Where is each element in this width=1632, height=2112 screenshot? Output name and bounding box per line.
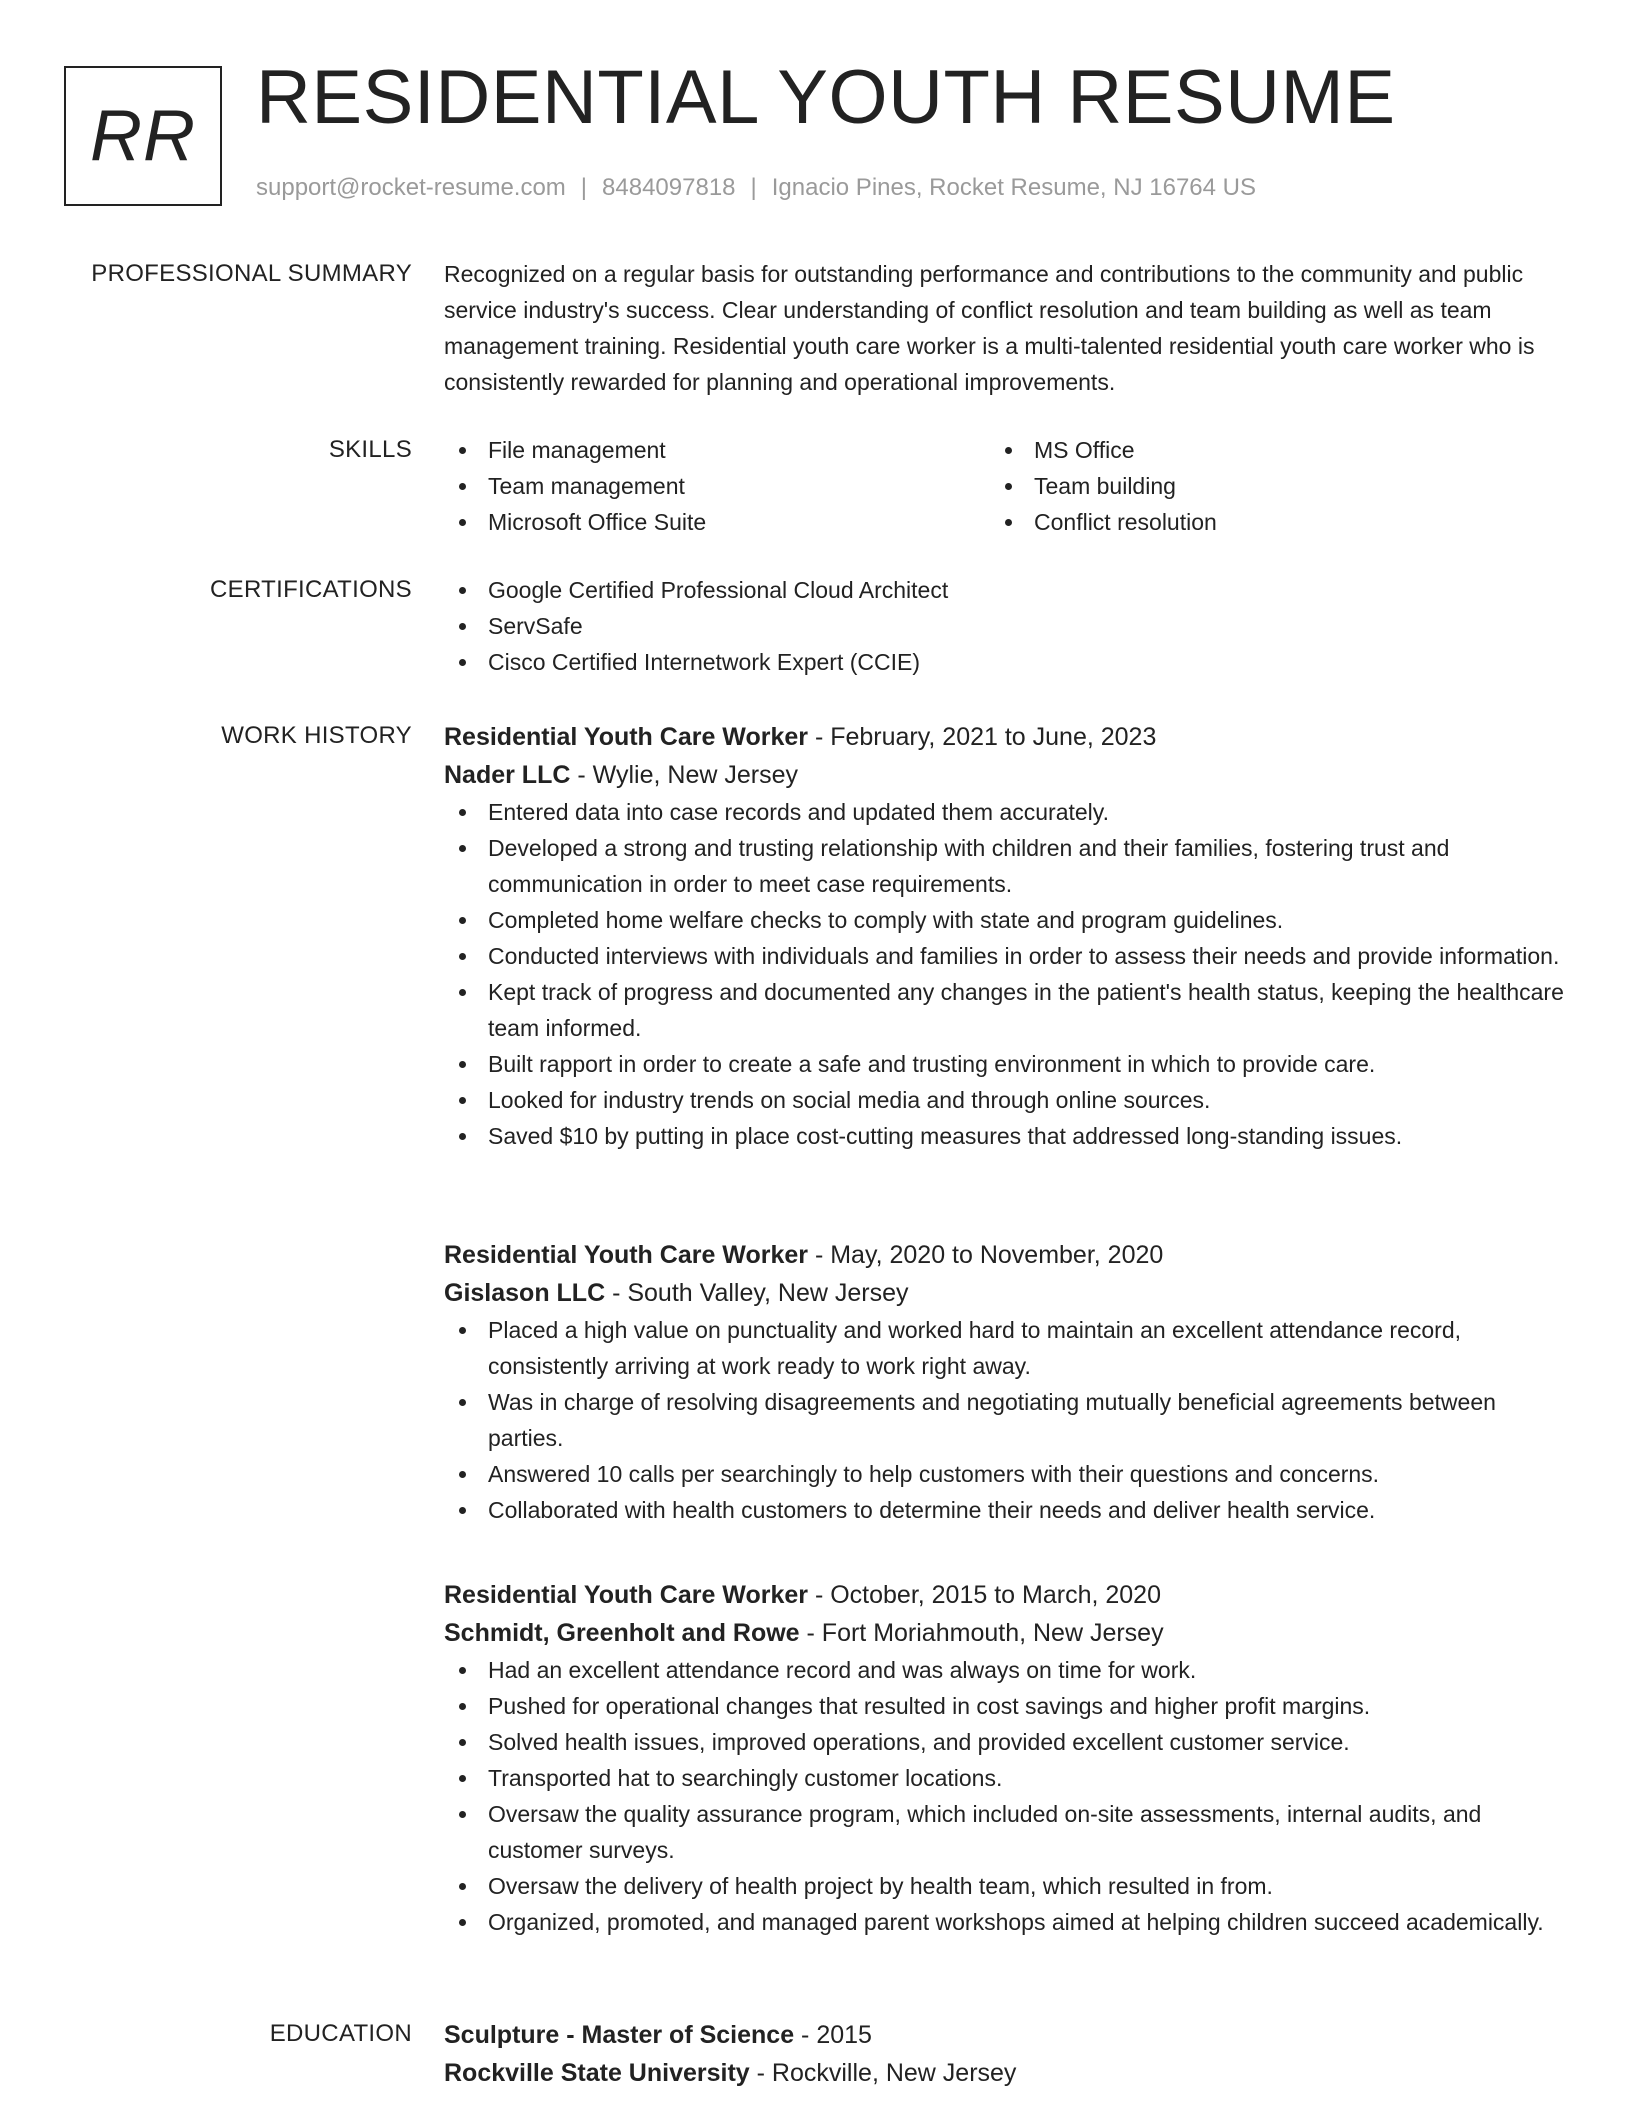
skills-list — [444, 432, 1564, 540]
job-location: - Wylie, New Jersey — [570, 761, 798, 789]
job-title-line — [444, 1236, 1564, 1274]
job-bullet: Developed a strong and trusting relationship with children and their families, fostering trust and communication in order to meet case requirements. — [444, 830, 1564, 902]
certification-item: ServSafe — [444, 608, 1564, 644]
contact-line — [256, 174, 1256, 202]
job-bullet: Transported hat to searchingly customer locations. — [444, 1760, 1564, 1796]
education-school-line — [444, 2054, 1564, 2092]
skill-item: Microsoft Office Suite — [444, 504, 990, 540]
section-label-work-history: WORK HISTORY — [221, 722, 412, 749]
skill-item: MS Office — [990, 432, 1536, 468]
job-bullet: Solved health issues, improved operations, and provided excellent customer service. — [444, 1724, 1564, 1760]
contact-email[interactable]: support@rocket-resume.com — [256, 174, 566, 201]
job-bullet: Had an excellent attendance record and was always on time for work. — [444, 1652, 1564, 1688]
job-company: Schmidt, Greenholt and Rowe — [444, 1619, 800, 1647]
job-bullet: Kept track of progress and documented any changes in the patient's health status, keeping the healthcare team informed. — [444, 974, 1564, 1046]
job-bullet: Organized, promoted, and managed parent workshops aimed at helping children succeed academically. — [444, 1904, 1564, 1940]
job-company-line — [444, 756, 1564, 794]
monogram-logo: RR — [64, 66, 222, 206]
job-entry — [444, 1236, 1564, 1528]
job-company: Gislason LLC — [444, 1279, 606, 1307]
job-location: - South Valley, New Jersey — [605, 1279, 909, 1307]
education-body — [444, 2016, 1564, 2092]
section-label-skills: SKILLS — [328, 436, 412, 463]
job-entry — [444, 1576, 1564, 1940]
certification-item: Cisco Certified Internetwork Expert (CCIE) — [444, 644, 1564, 680]
job-company: Nader LLC — [444, 761, 571, 789]
job-title: Residential Youth Care Worker — [444, 1581, 808, 1609]
job-title-line — [444, 718, 1564, 756]
job-company-line — [444, 1614, 1564, 1652]
job-bullet: Conducted interviews with individuals and families in order to assess their needs and provide information. — [444, 938, 1564, 974]
skill-item: Conflict resolution — [990, 504, 1536, 540]
job-bullet: Placed a high value on punctuality and worked hard to maintain an excellent attendance record, consistently arriving at work ready to work right away. — [444, 1312, 1564, 1384]
certifications-list — [444, 572, 1564, 680]
contact-separator: | — [750, 174, 757, 201]
page-title: RESIDENTIAL YOUTH RESUME — [256, 55, 1396, 140]
certifications-body — [444, 572, 1564, 680]
job-company-line — [444, 1274, 1564, 1312]
job-bullet: Collaborated with health customers to determine their needs and deliver health service. — [444, 1492, 1564, 1528]
education-degree: Sculpture - Master of Science — [444, 2021, 795, 2049]
certification-item: Google Certified Professional Cloud Architect — [444, 572, 1564, 608]
skill-item: Team management — [444, 468, 990, 504]
job-bullet: Was in charge of resolving disagreements and negotiating mutually beneficial agreements between parties. — [444, 1384, 1564, 1456]
job-dates: - February, 2021 to June, 2023 — [808, 723, 1157, 751]
job-bullet: Answered 10 calls per searchingly to help customers with their questions and concerns. — [444, 1456, 1564, 1492]
job-bullet: Pushed for operational changes that resulted in cost savings and higher profit margins. — [444, 1688, 1564, 1724]
job-title: Residential Youth Care Worker — [444, 1241, 808, 1269]
education-school: Rockville State University — [444, 2059, 750, 2087]
job-title: Residential Youth Care Worker — [444, 723, 808, 751]
job-bullet: Oversaw the delivery of health project by health team, which resulted in from. — [444, 1868, 1564, 1904]
skill-item: Team building — [990, 468, 1536, 504]
job-dates: - May, 2020 to November, 2020 — [808, 1241, 1164, 1269]
work-history-body — [444, 718, 1564, 1935]
summary-text: Recognized on a regular basis for outstanding performance and contributions to the community and public service industry's success. Clear understanding of conflict resolution and team building as well as team management training. Residential youth care worker is a multi-talented residential youth care worker who is consistently rewarded for planning and operational improvements. — [444, 261, 1535, 395]
section-label-certifications: CERTIFICATIONS — [210, 576, 412, 603]
job-bullets — [444, 1652, 1564, 1940]
job-bullets — [444, 794, 1564, 1154]
job-title-line — [444, 1576, 1564, 1614]
job-bullet: Completed home welfare checks to comply with state and program guidelines. — [444, 902, 1564, 938]
job-bullet: Saved $10 by putting in place cost-cutting measures that addressed long-standing issues. — [444, 1118, 1564, 1154]
job-bullet: Entered data into case records and updated them accurately. — [444, 794, 1564, 830]
job-dates: - October, 2015 to March, 2020 — [808, 1581, 1161, 1609]
summary-body — [444, 256, 1564, 400]
job-location: - Fort Moriahmouth, New Jersey — [799, 1619, 1164, 1647]
skills-body — [444, 432, 1564, 540]
skill-item: File management — [444, 432, 990, 468]
contact-separator: | — [580, 174, 588, 201]
education-location: - Rockville, New Jersey — [749, 2059, 1017, 2087]
job-bullet: Looked for industry trends on social media and through online sources. — [444, 1082, 1564, 1118]
contact-address: Ignacio Pines, Rocket Resume, NJ 16764 US — [771, 174, 1256, 201]
section-label-education: EDUCATION — [269, 2020, 412, 2047]
job-entry — [444, 718, 1564, 1154]
job-bullet: Built rapport in order to create a safe and trusting environment in which to provide care. — [444, 1046, 1564, 1082]
education-degree-line — [444, 2016, 1564, 2054]
section-label-summary: PROFESSIONAL SUMMARY — [91, 260, 412, 287]
job-bullets — [444, 1312, 1564, 1528]
contact-phone[interactable]: 8484097818 — [602, 174, 736, 201]
education-year: - 2015 — [794, 2021, 872, 2049]
job-bullet: Oversaw the quality assurance program, which included on-site assessments, internal audits, and customer surveys. — [444, 1796, 1564, 1868]
